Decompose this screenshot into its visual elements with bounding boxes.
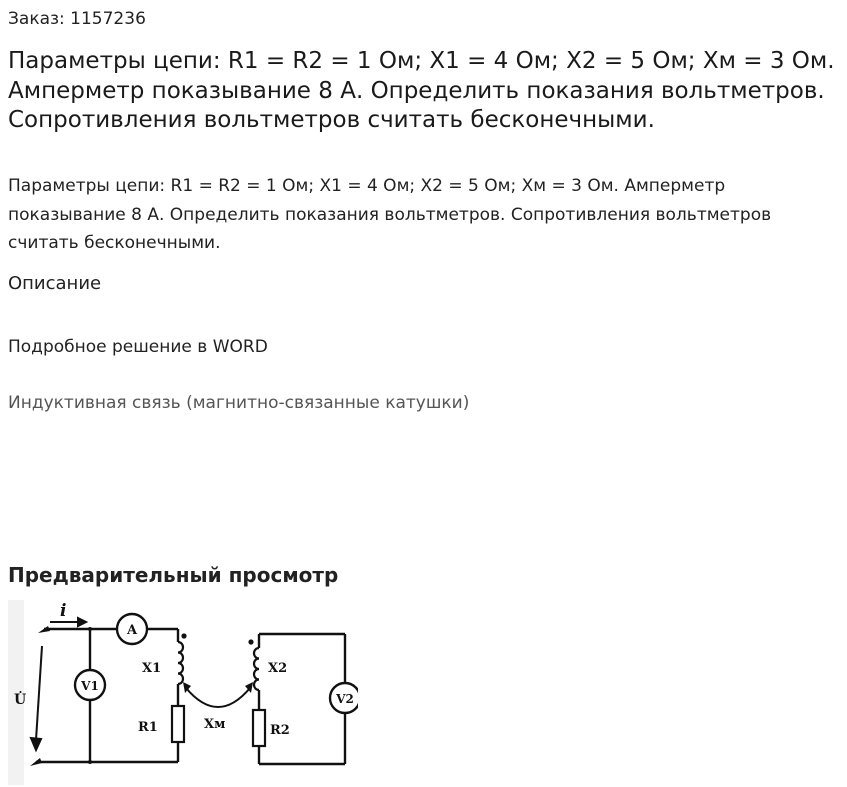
current-arrow [50,618,86,626]
voltmeter-2-label: V2 [336,692,354,706]
resistor-r2-symbol [253,710,265,746]
inductor-x2-symbol [254,648,259,690]
task-body: Параметры цепи: R1 = R2 = 1 Ом; X1 = 4 Ом; X2 = 5 Ом; Xм = 3 Ом. Амперметр показывание 8 А. Определить показания вольтметров. Сопротивления вольтметров считать бесконечными. [8,176,772,253]
ammeter-label: A [126,623,138,638]
inductor-x2-label: X2 [268,661,288,676]
inductor-x1-label: X1 [142,661,162,676]
circuit-preview [8,600,358,785]
resistor-r1-label: R1 [138,720,158,735]
voltage-label: U̇ [14,692,27,708]
junction-top [88,627,92,631]
bottom-terminal [30,758,42,766]
junction-bottom [88,760,92,764]
circuit-diagram [8,600,358,785]
resistor-r2-label: R2 [270,723,290,738]
order-number: Заказ: 1157236 [8,9,146,29]
voltmeter-1-label: V1 [81,679,99,693]
top-terminal [38,626,50,633]
description-label: Описание [8,273,102,294]
task-title: Параметры цепи: R1 = R2 = 1 Ом; X1 = 4 Ом; X2 = 5 Ом; Xм = 3 Ом. Амперметр показывание 8 А. Определить показания вольтметров. Сопротивления вольтметров считать бесконечными. [8,48,835,133]
primary-circuit-wires [36,629,178,762]
x1-polarity-dot [181,633,186,638]
inductor-x1-symbol [178,642,183,684]
mutual-inductance-arc [186,688,250,707]
preview-heading: Предварительный просмотр [8,563,339,587]
category-link[interactable]: Индуктивная связь (магнитно-связанные катушки) [8,393,470,413]
solution-format: Подробное решение в WORD [8,337,268,357]
voltage-arrow [31,646,42,750]
mutual-inductance-label: Xм [204,717,226,732]
x2-polarity-dot [248,639,253,644]
current-label: i [60,601,67,621]
resistor-r1-symbol [172,706,184,742]
